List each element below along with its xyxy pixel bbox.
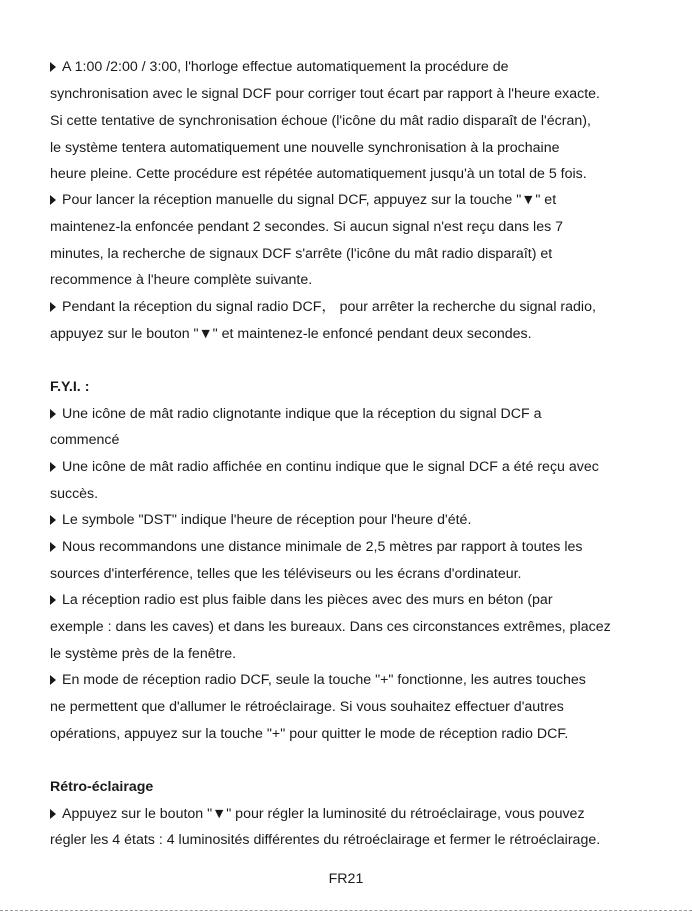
paragraph-line: Si cette tentative de synchronisation échoue (l'icône du mât radio disparaît de l'écran), <box>50 113 591 129</box>
paragraph-line: maintenez-la enfoncée pendant 2 secondes. Si aucun signal n'est reçu dans les 7 <box>50 219 564 235</box>
bullet-paragraph-line <box>50 591 553 609</box>
paragraph-line: régler les 4 états : 4 luminosités différentes du rétroéclairage et fermer le rétroéclairage. <box>50 832 601 848</box>
bullet-triangle-icon <box>50 515 56 525</box>
paragraph-line: heure pleine. Cette procédure est répétée automatiquement jusqu'à un total de 5 fois. <box>50 166 587 182</box>
bullet-triangle-icon <box>50 302 56 312</box>
page-number: FR21 <box>328 871 364 887</box>
paragraph-line: opérations, appuyez sur la touche "+" pour quitter le mode de réception radio DCF. <box>50 726 569 742</box>
bullet-paragraph-line <box>50 298 596 316</box>
paragraph-line: appuyez sur le bouton "▼" et maintenez-le enfoncé pendant deux secondes. <box>50 326 532 342</box>
bullet-triangle-icon <box>50 462 56 472</box>
bullet-paragraph-line <box>50 511 471 529</box>
bullet-text: En mode de réception radio DCF, seule la touche "+" fonctionne, les autres touches <box>62 672 586 688</box>
bullet-text: Pendant la réception du signal radio DCF， pour arrêter la recherche du signal radio, <box>62 299 596 315</box>
bullet-text: Le symbole "DST" indique l'heure de réception pour l'heure d'été. <box>62 512 472 528</box>
paragraph-line: recommence à l'heure complète suivante. <box>50 272 313 288</box>
bullet-paragraph-line <box>50 191 556 209</box>
bullet-paragraph-line <box>50 458 599 476</box>
bullet-triangle-icon <box>50 675 56 685</box>
bullet-paragraph-line <box>50 405 542 423</box>
bullet-paragraph-line <box>50 805 585 823</box>
bullet-triangle-icon <box>50 809 56 819</box>
section-heading-backlight: Rétro-éclairage <box>50 779 154 795</box>
bullet-text: Une icône de mât radio clignotante indique que la réception du signal DCF a <box>62 406 542 422</box>
bullet-triangle-icon <box>50 595 56 605</box>
bullet-text: Pour lancer la réception manuelle du signal DCF, appuyez sur la touche "▼" et <box>62 192 557 208</box>
bullet-paragraph-line <box>50 58 509 76</box>
bullet-text: Une icône de mât radio affichée en continu indique que le signal DCF a été reçu avec <box>62 459 599 475</box>
paragraph-line: sources d'interférence, telles que les téléviseurs ou les écrans d'ordinateur. <box>50 566 522 582</box>
bullet-triangle-icon <box>50 409 56 419</box>
section-heading-fyi: F.Y.I. : <box>50 379 90 395</box>
paragraph-line: synchronisation avec le signal DCF pour corriger tout écart par rapport à l'heure exacte. <box>50 86 600 102</box>
bullet-triangle-icon <box>50 195 56 205</box>
paragraph-line: exemple : dans les caves) et dans les bureaux. Dans ces circonstances extrêmes, placez <box>50 619 611 635</box>
paragraph-line: le système près de la fenêtre. <box>50 646 237 662</box>
bullet-text: La réception radio est plus faible dans les pièces avec des murs en béton (par <box>62 592 553 608</box>
bullet-text: Nous recommandons une distance minimale de 2,5 mètres par rapport à toutes les <box>62 539 583 555</box>
bullet-paragraph-line <box>50 671 586 689</box>
paragraph-line: ne permettent que d'allumer le rétroéclairage. Si vous souhaitez effectuer d'autres <box>50 699 564 715</box>
paragraph-line: succès. <box>50 486 99 502</box>
paragraph-line: minutes, la recherche de signaux DCF s'arrête (l'icône du mât radio disparaît) et <box>50 246 553 262</box>
page-bottom-divider <box>0 910 692 911</box>
paragraph-line: commencé <box>50 432 120 448</box>
bullet-triangle-icon <box>50 62 56 72</box>
paragraph-line: le système tentera automatiquement une nouvelle synchronisation à la prochaine <box>50 140 560 156</box>
bullet-text: A 1:00 /2:00 / 3:00, l'horloge effectue automatiquement la procédure de <box>62 59 509 75</box>
bullet-triangle-icon <box>50 542 56 552</box>
bullet-text: Appuyez sur le bouton "▼" pour régler la luminosité du rétroéclairage, vous pouvez <box>62 806 585 822</box>
bullet-paragraph-line <box>50 538 582 556</box>
